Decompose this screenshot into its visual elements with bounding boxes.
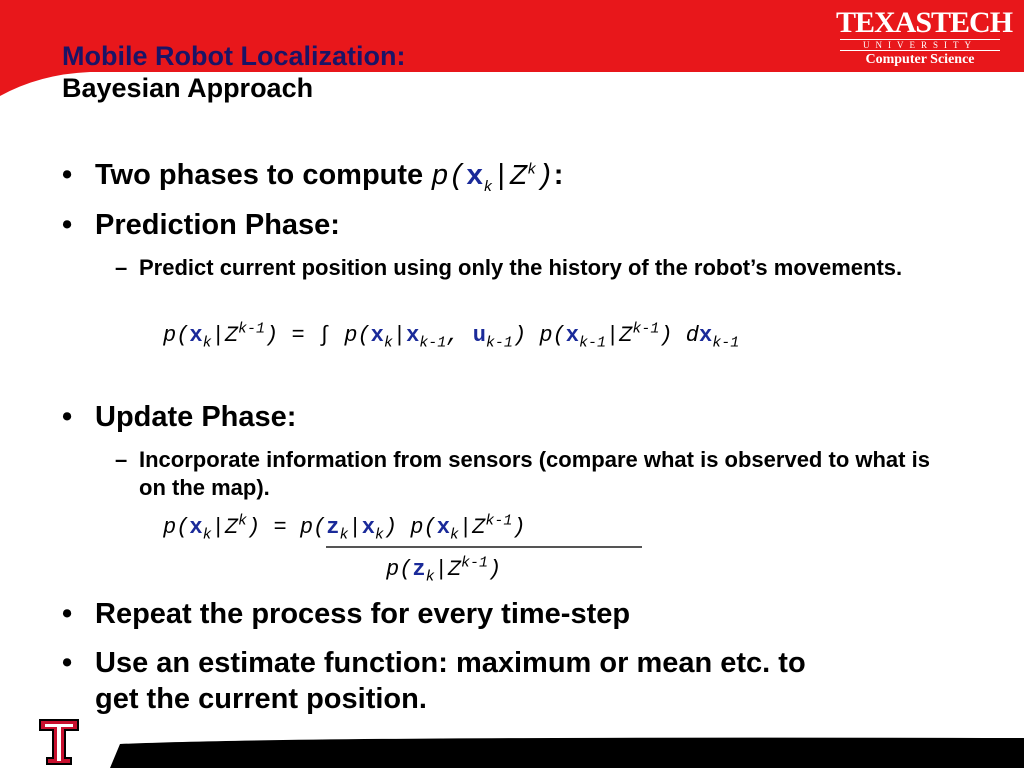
bullet-colon: : [553,159,564,191]
subbullet-text: Incorporate information from sensors (compare what is observed to what is on the map). [139,447,930,500]
bullet-text: Prediction Phase: [95,209,340,241]
bullet-dot: • [62,401,73,433]
bullet-text: Update Phase: [95,401,297,433]
footer-band [0,716,1024,768]
update-equation-denominator: $p(z_k|Z^{k-1})$ [386,554,502,586]
bullet-text: Repeat the process for every time-step [95,598,631,630]
subbullet-text: Predict current position using only the history of the robot’s movements. [139,255,903,280]
bullet-dot: • [62,209,73,241]
slide-title-line1: Mobile Robot Localization: [62,41,406,71]
double-t-logo [38,718,80,766]
bullet-dot: • [62,598,73,630]
fraction-line [326,546,642,548]
bullet-text-line1: Use an estimate function: maximum or mean etc. to [95,647,806,679]
subbullet-dash: – [115,255,128,280]
logo-university-text: UNIVERSITY [840,39,1000,51]
bullet-dot: • [62,647,73,679]
slide-title-line2: Bayesian Approach [62,73,314,103]
slide-title [62,40,405,104]
update-equation-numerator: $p(x_k|Z^k) = p(z_k|x_k)$ $p(x_k|Z^{k-1})$ [163,512,526,544]
bullet-dot: • [62,159,73,191]
university-logo [836,6,1013,69]
subbullet-dash: – [115,447,128,472]
logo-department-text: Computer Science [865,52,975,67]
logo-texastech-text: TEXASTECH [836,6,1013,39]
prediction-equation: $p(x_k|Z^{k-1})$ = ∫ $p(x_k|x_{k-1}$, $u_{k-1}$) $p(x_{k-1}|Z^{k-1})$ $dx_{k-1}$ [163,320,740,352]
inline-formula: $p(x_k|Z^k)$ [431,160,554,196]
bullet-text-line2: get the current position. [95,683,427,715]
bullet-text: Two phases to compute [95,159,424,191]
